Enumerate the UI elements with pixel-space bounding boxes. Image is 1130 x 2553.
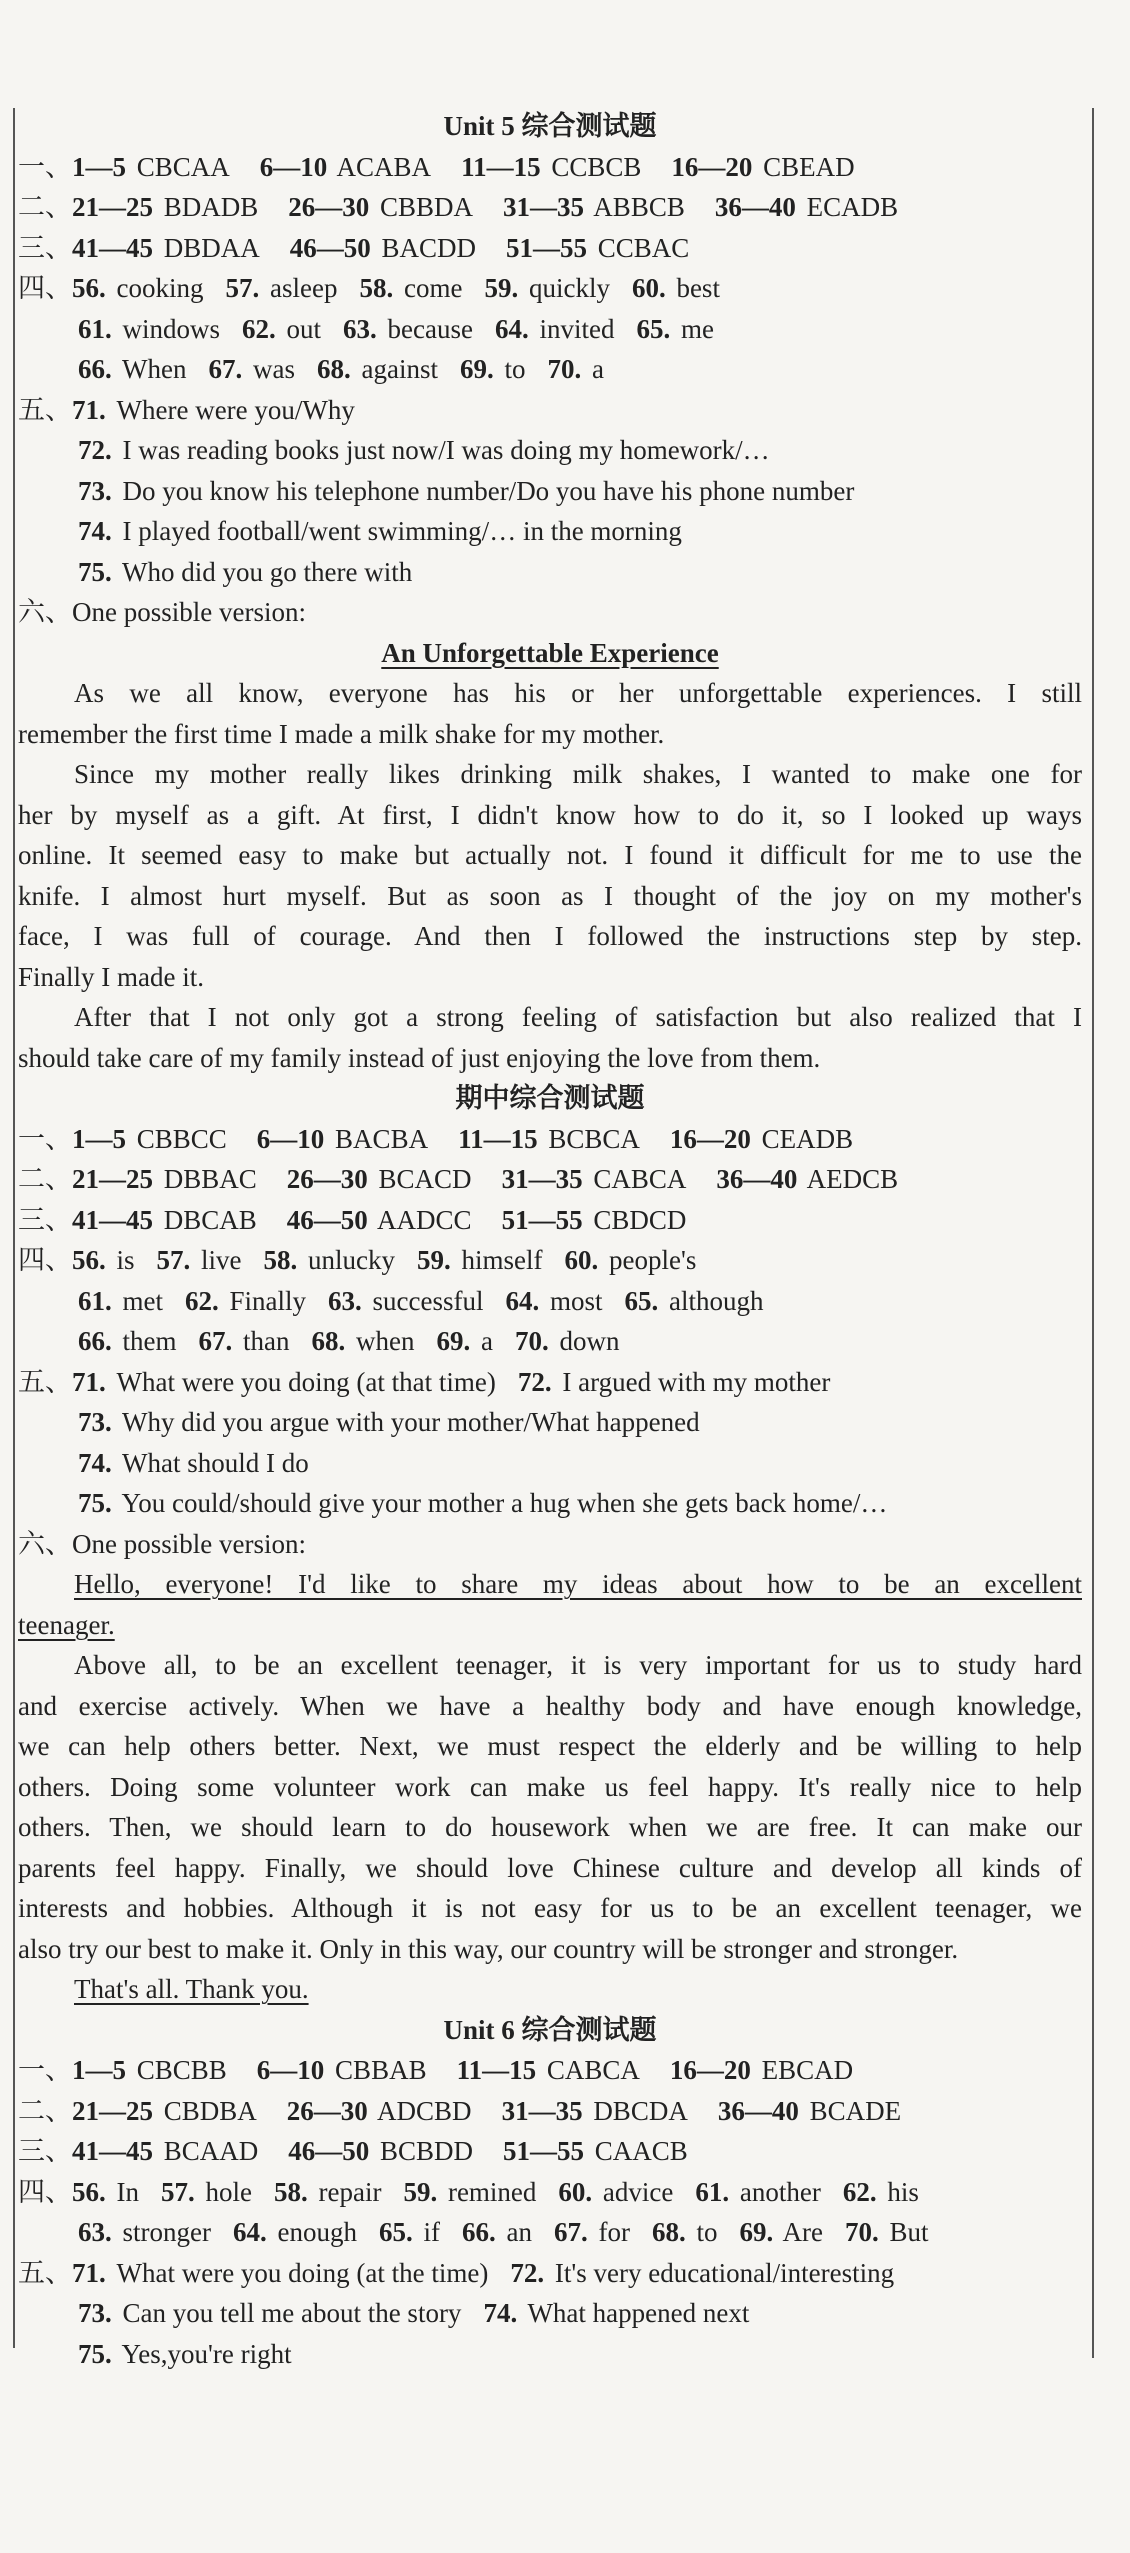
question-number: 56. — [72, 1245, 106, 1275]
midterm-section-2 — [18, 1159, 1082, 1200]
unit6-section-4-row — [18, 2172, 1082, 2213]
question-number: 63. — [328, 1285, 362, 1316]
answer-letters: BCACD — [371, 1164, 472, 1194]
section-label: 一、 — [18, 2055, 72, 2085]
answer-text: invited — [532, 313, 615, 344]
answer-letters: CBEAD — [756, 151, 855, 182]
answer-text: When — [115, 354, 187, 384]
question-number: 70. — [514, 1326, 549, 1356]
question-range: 11—15 — [458, 1123, 538, 1154]
answer-text: remined — [441, 2176, 537, 2207]
question-number: 61. — [695, 2176, 730, 2207]
question-number: 64. — [494, 313, 529, 344]
answer-letters: DBDAA — [157, 232, 260, 263]
answer-text: What were you doing (at that time) — [109, 1366, 496, 1397]
midterm-section-6-label: 六、One possible version: — [18, 1528, 306, 1559]
question-range: 1—5 — [72, 151, 126, 182]
question-number: 58. — [359, 273, 394, 303]
midterm-essay-line: and exercise actively. When we have a healthy body and have enough knowledge, — [18, 1690, 1082, 1721]
answer-letters: CBCAA — [130, 151, 230, 182]
question-range: 21—25 — [72, 2095, 153, 2126]
question-number: 74. — [483, 2298, 518, 2328]
answer-letters: CABCA — [586, 1164, 687, 1194]
essay-opening-text: Hello, everyone! I'd like to share my ideas about how to be an excellent — [74, 1569, 1082, 1599]
midterm-essay-closing — [18, 1969, 1082, 2010]
question-number: 67. — [553, 2217, 588, 2247]
midterm-essay-line: also try our best to make it. Only in this way, our country will be stronger and stronger. — [18, 1933, 959, 1964]
question-number: 65. — [636, 313, 671, 344]
question-number: 72. — [78, 435, 112, 465]
section-label: 五、 — [18, 2257, 72, 2288]
question-number: 69. — [739, 2217, 774, 2247]
answer-text: Finally — [222, 1285, 307, 1316]
unit5-section-5-row — [18, 390, 1082, 431]
answer-text: me — [674, 313, 714, 344]
question-number: 62. — [842, 2176, 877, 2207]
answer-text: come — [397, 273, 463, 303]
answer-letters: BCBDD — [373, 2136, 474, 2166]
answer-letters: BACDD — [374, 232, 477, 263]
answer-text: live — [194, 1245, 242, 1275]
question-range: 1—5 — [72, 2055, 126, 2085]
question-range: 16—20 — [669, 2055, 751, 2085]
answer-letters: DBBAC — [157, 1164, 257, 1194]
answer-text: What happened next — [521, 2298, 750, 2328]
unit5-essay-line: knife. I almost hurt myself. But as soon as I thought of the joy on my mother's — [18, 880, 1082, 911]
section-label: 四、 — [18, 273, 72, 303]
unit5-essay-title — [18, 633, 1082, 674]
unit5-essay-line: remember the first time I made a milk shake for my mother. — [18, 718, 665, 749]
answer-text: an — [499, 2217, 532, 2247]
answer-text: best — [669, 273, 720, 303]
unit6-section-4-row — [18, 2212, 1082, 2253]
unit5-essay-line: should take care of my family instead of just enjoying the love from them. — [18, 1042, 821, 1073]
question-number: 69. — [436, 1326, 471, 1356]
question-range: 16—20 — [669, 1123, 751, 1154]
section-label: 二、 — [18, 2095, 72, 2126]
midterm-essay-line: others. Then, we should learn to do housework when we are free. It can make our — [18, 1812, 1082, 1842]
answer-text: them — [115, 1326, 177, 1356]
question-range: 46—50 — [288, 2136, 370, 2166]
answer-letters: CABCA — [540, 2055, 640, 2085]
answer-letters: BACBA — [328, 1123, 429, 1154]
question-number: 65. — [624, 1285, 659, 1316]
unit5-essay-line: face, I was full of courage. And then I followed the instructions step by step. — [18, 921, 1082, 951]
answer-text: people's — [602, 1245, 697, 1275]
answer-letters: DBCAB — [157, 1204, 257, 1235]
answer-letters: CCBCB — [544, 151, 642, 182]
answer-text: if — [416, 2217, 440, 2247]
unit5-title: Unit 5 综合测试题 — [443, 111, 657, 141]
answer-text: although — [662, 1285, 764, 1316]
question-number: 57. — [161, 2176, 195, 2207]
answer-letters: CBCBB — [130, 2055, 227, 2085]
answer-letters: AEDCB — [801, 1164, 899, 1194]
answer-text: It's very educational/interesting — [548, 2257, 895, 2288]
answer-letters: BCADE — [802, 2095, 902, 2126]
answer-letters: CBBCC — [130, 1123, 227, 1154]
answer-letters: EBCAD — [754, 2055, 854, 2085]
section-label: 三、 — [18, 2136, 72, 2166]
answer-letters: CBDBA — [157, 2095, 257, 2126]
section-label: 三、 — [18, 1204, 72, 1235]
question-number: 59. — [403, 2176, 438, 2207]
section-label: 五、 — [18, 394, 72, 425]
answer-text: another — [733, 2176, 821, 2207]
question-range: 41—45 — [72, 2136, 153, 2166]
question-number: 71. — [72, 1366, 106, 1397]
answer-text: a — [585, 354, 604, 384]
essay-closing-text: That's all. Thank you. — [74, 1974, 309, 2004]
question-number: 61. — [78, 313, 112, 344]
midterm-section-4-row — [18, 1321, 1082, 1362]
section-label: 三、 — [18, 232, 72, 263]
question-number: 59. — [484, 273, 519, 303]
answer-text: Are — [777, 2217, 823, 2247]
right-column-rule — [1092, 108, 1094, 2358]
answer-text: What were you doing (at the time) — [109, 2257, 489, 2288]
question-number: 57. — [225, 273, 260, 303]
question-range: 6—10 — [256, 2055, 325, 2085]
midterm-section-4-row — [18, 1281, 1082, 1322]
unit6-section-1 — [18, 2050, 1082, 2091]
question-number: 70. — [547, 354, 582, 384]
midterm-essay-line: interests and hobbies. Although it is not easy for us to be an excellent teenager, we — [18, 1893, 1082, 1923]
answer-text: for — [591, 2217, 630, 2247]
midterm-essay-line: Above all, to be an excellent teenager, it is very important for us to study hard — [74, 1650, 1082, 1680]
question-range: 31—35 — [501, 2095, 583, 2126]
answer-text: You could/should give your mother a hug when she gets back home/… — [115, 1488, 888, 1518]
question-number: 73. — [78, 2298, 112, 2328]
midterm-essay-opening — [18, 1605, 1082, 1646]
midterm-title: 期中综合测试题 — [455, 1083, 645, 1113]
answer-text: met — [115, 1285, 163, 1316]
midterm-section-5-row — [18, 1483, 1082, 1524]
midterm-section-5-row — [18, 1362, 1082, 1403]
midterm-section-5-row — [18, 1402, 1082, 1443]
question-range: 31—35 — [503, 192, 585, 222]
question-number: 63. — [343, 313, 377, 344]
question-number: 57. — [156, 1245, 191, 1275]
answer-text: In — [109, 2176, 139, 2207]
answer-text: cooking — [109, 273, 204, 303]
answer-letters: BCBCA — [541, 1123, 640, 1154]
unit5-essay-line: After that I not only got a strong feeling of satisfaction but also realized that I — [74, 1002, 1082, 1032]
question-range: 6—10 — [259, 151, 328, 182]
unit6-section-5-row — [18, 2334, 1082, 2375]
question-number: 71. — [72, 394, 106, 425]
question-range: 36—40 — [714, 192, 796, 222]
unit5-essay-line: her by myself as a gift. At first, I didn't know how to do it, so I looked up ways — [18, 799, 1082, 830]
question-number: 67. — [198, 1326, 233, 1356]
unit5-essay-line: As we all know, everyone has his or her unforgettable experiences. I still — [74, 678, 1082, 708]
question-number: 64. — [232, 2217, 267, 2247]
answer-text: enough — [270, 2217, 357, 2247]
question-range: 11—15 — [456, 2055, 537, 2085]
section-label: 一、 — [18, 1123, 72, 1154]
question-number: 68. — [316, 354, 351, 384]
question-range: 11—15 — [461, 151, 541, 182]
question-number: 67. — [208, 354, 243, 384]
question-range: 26—30 — [286, 2095, 368, 2126]
answer-text: Can you tell me about the story — [115, 2298, 462, 2328]
answer-text: most — [543, 1285, 603, 1316]
answer-text: unlucky — [301, 1245, 396, 1275]
section-label: 五、 — [18, 1366, 72, 1397]
question-number: 75. — [78, 1488, 112, 1518]
answer-letters: ADCBD — [371, 2095, 472, 2126]
answer-text: when — [349, 1326, 415, 1356]
question-number: 68. — [651, 2217, 686, 2247]
unit5-section-5-row — [18, 430, 1082, 471]
question-number: 58. — [274, 2176, 308, 2207]
answer-letters: AADCC — [371, 1204, 472, 1235]
unit6-section-2 — [18, 2091, 1082, 2132]
question-range: 41—45 — [72, 232, 153, 263]
question-number: 61. — [78, 1285, 112, 1316]
question-number: 66. — [461, 2217, 496, 2247]
answer-text: than — [236, 1326, 290, 1356]
question-number: 68. — [311, 1326, 346, 1356]
answer-letters: ABBCB — [588, 192, 685, 222]
question-number: 72. — [517, 1366, 552, 1397]
answer-text: I played football/went swimming/… in the morning — [115, 516, 682, 546]
question-range: 16—20 — [671, 151, 753, 182]
question-range: 31—35 — [501, 1164, 583, 1194]
question-range: 6—10 — [256, 1123, 325, 1154]
answer-letters: CCBAC — [591, 232, 690, 263]
unit5-essay-line: Finally I made it. — [18, 961, 204, 992]
answer-text: asleep — [263, 273, 338, 303]
answer-text: out — [279, 313, 322, 344]
question-number: 60. — [631, 273, 666, 303]
answer-text: hole — [198, 2176, 252, 2207]
unit5-section-2 — [18, 187, 1082, 228]
question-number: 70. — [844, 2217, 879, 2247]
answer-text: I argued with my mother — [555, 1366, 831, 1397]
question-range: 41—45 — [72, 1204, 153, 1235]
midterm-section-3 — [18, 1200, 1082, 1241]
answer-text: his — [880, 2176, 919, 2207]
answer-text: What should I do — [115, 1447, 309, 1478]
question-number: 75. — [78, 2338, 112, 2369]
question-range: 26—30 — [288, 192, 370, 222]
left-column-rule — [13, 108, 15, 2348]
question-range: 46—50 — [286, 1204, 368, 1235]
question-number: 58. — [263, 1245, 298, 1275]
question-number: 56. — [72, 273, 106, 303]
answer-text: to — [497, 354, 526, 384]
answer-text: I was reading books just now/I was doing my homework/… — [115, 435, 770, 465]
answer-text: advice — [596, 2176, 674, 2207]
question-range: 1—5 — [72, 1123, 126, 1154]
section-label: 一、 — [18, 151, 72, 182]
unit5-section-4-row — [18, 309, 1082, 350]
section-label: 二、 — [18, 1164, 72, 1194]
question-number: 63. — [78, 2217, 112, 2247]
answer-letters: BCAAD — [157, 2136, 259, 2166]
unit5-section-1 — [18, 147, 1082, 188]
midterm-section-5-row — [18, 1443, 1082, 1484]
answer-text: a — [474, 1326, 493, 1356]
question-number: 65. — [378, 2217, 413, 2247]
answer-text: down — [552, 1326, 620, 1356]
answer-text: Yes,you're right — [115, 2338, 292, 2369]
question-number: 74. — [78, 516, 112, 546]
unit5-section-5-row — [18, 511, 1082, 552]
question-number: 64. — [505, 1285, 540, 1316]
answer-letters: CBDCD — [586, 1204, 687, 1235]
question-number: 66. — [78, 1326, 112, 1356]
question-number: 74. — [78, 1447, 112, 1478]
midterm-essay-line: parents feel happy. Finally, we should love Chinese culture and develop all kinds of — [18, 1852, 1082, 1883]
answer-letters: CBBAB — [328, 2055, 427, 2085]
question-range: 36—40 — [716, 1164, 798, 1194]
unit5-essay-line: online. It seemed easy to make but actually not. I found it difficult for me to use the — [18, 840, 1082, 870]
unit6-section-5-row — [18, 2253, 1082, 2294]
section-label: 四、 — [18, 2176, 72, 2207]
unit6-section-3 — [18, 2131, 1082, 2172]
question-number: 59. — [417, 1245, 451, 1275]
unit5-section-4-row — [18, 349, 1082, 390]
question-number: 72. — [510, 2257, 545, 2288]
answer-letters: ECADB — [799, 192, 899, 222]
answer-text: against — [354, 354, 438, 384]
answer-text: because — [380, 313, 473, 344]
answer-letters: ACABA — [331, 151, 432, 182]
answer-text: was — [246, 354, 295, 384]
answer-text: windows — [115, 313, 221, 344]
midterm-essay-opening — [18, 1564, 1082, 1605]
answer-text: Who did you go there with — [115, 556, 413, 587]
question-number: 73. — [78, 475, 112, 506]
question-number: 62. — [242, 313, 276, 344]
answer-text: himself — [454, 1245, 543, 1275]
question-number: 60. — [564, 1245, 599, 1275]
answer-text: Do you know his telephone number/Do you have his phone number — [115, 475, 855, 506]
unit6-section-5-row — [18, 2293, 1082, 2334]
essay-opening-text: teenager. — [18, 1609, 115, 1640]
question-range: 26—30 — [286, 1164, 368, 1194]
unit5-essay-line: Since my mother really likes drinking milk shakes, I wanted to make one for — [74, 759, 1082, 789]
midterm-essay-line: we can help others better. Next, we must respect the elderly and be willing to help — [18, 1731, 1082, 1761]
question-range: 51—55 — [501, 1204, 583, 1235]
question-number: 73. — [78, 1407, 112, 1437]
question-number: 66. — [78, 354, 112, 384]
answer-letters: CAACB — [588, 2136, 688, 2166]
question-number: 56. — [72, 2176, 106, 2207]
question-number: 60. — [558, 2176, 593, 2207]
answer-letters: DBCDA — [586, 2095, 688, 2126]
question-range: 21—25 — [72, 192, 153, 222]
answer-text: is — [109, 1245, 135, 1275]
midterm-essay-line: others. Doing some volunteer work can make us feel happy. It's really nice to help — [18, 1771, 1082, 1802]
answer-text: successful — [365, 1285, 484, 1316]
section-label: 四、 — [18, 1245, 72, 1275]
answer-text: to — [689, 2217, 718, 2247]
unit5-section-4-row — [18, 268, 1082, 309]
midterm-section-4-row — [18, 1240, 1082, 1281]
question-number: 62. — [185, 1285, 219, 1316]
answer-letters: CBBDA — [373, 192, 474, 222]
unit5-section-5-row — [18, 471, 1082, 512]
question-range: 46—50 — [289, 232, 371, 263]
unit5-section-5-row — [18, 552, 1082, 593]
answer-text: But — [882, 2217, 929, 2247]
answer-letters: CEADB — [754, 1123, 854, 1154]
question-range: 36—40 — [717, 2095, 799, 2126]
unit5-section-3 — [18, 228, 1082, 269]
midterm-section-1 — [18, 1119, 1082, 1160]
answer-text: Why did you argue with your mother/What happened — [115, 1407, 700, 1437]
answer-text: Where were you/Why — [109, 394, 355, 425]
answer-letters: BDADB — [157, 192, 259, 222]
answer-text: quickly — [522, 273, 610, 303]
question-number: 71. — [72, 2257, 106, 2288]
answer-text: stronger — [115, 2217, 211, 2247]
section-label: 二、 — [18, 192, 72, 222]
question-range: 51—55 — [506, 232, 588, 263]
question-number: 69. — [459, 354, 494, 384]
essay-title-text: An Unforgettable Experience — [381, 637, 719, 668]
answer-text: repair — [311, 2176, 382, 2207]
unit5-section-6-label: 六、One possible version: — [18, 597, 306, 627]
answer-column — [18, 106, 1082, 2374]
question-number: 75. — [78, 556, 112, 587]
unit6-title: Unit 6 综合测试题 — [443, 2014, 657, 2045]
question-range: 21—25 — [72, 1164, 153, 1194]
question-range: 51—55 — [503, 2136, 585, 2166]
